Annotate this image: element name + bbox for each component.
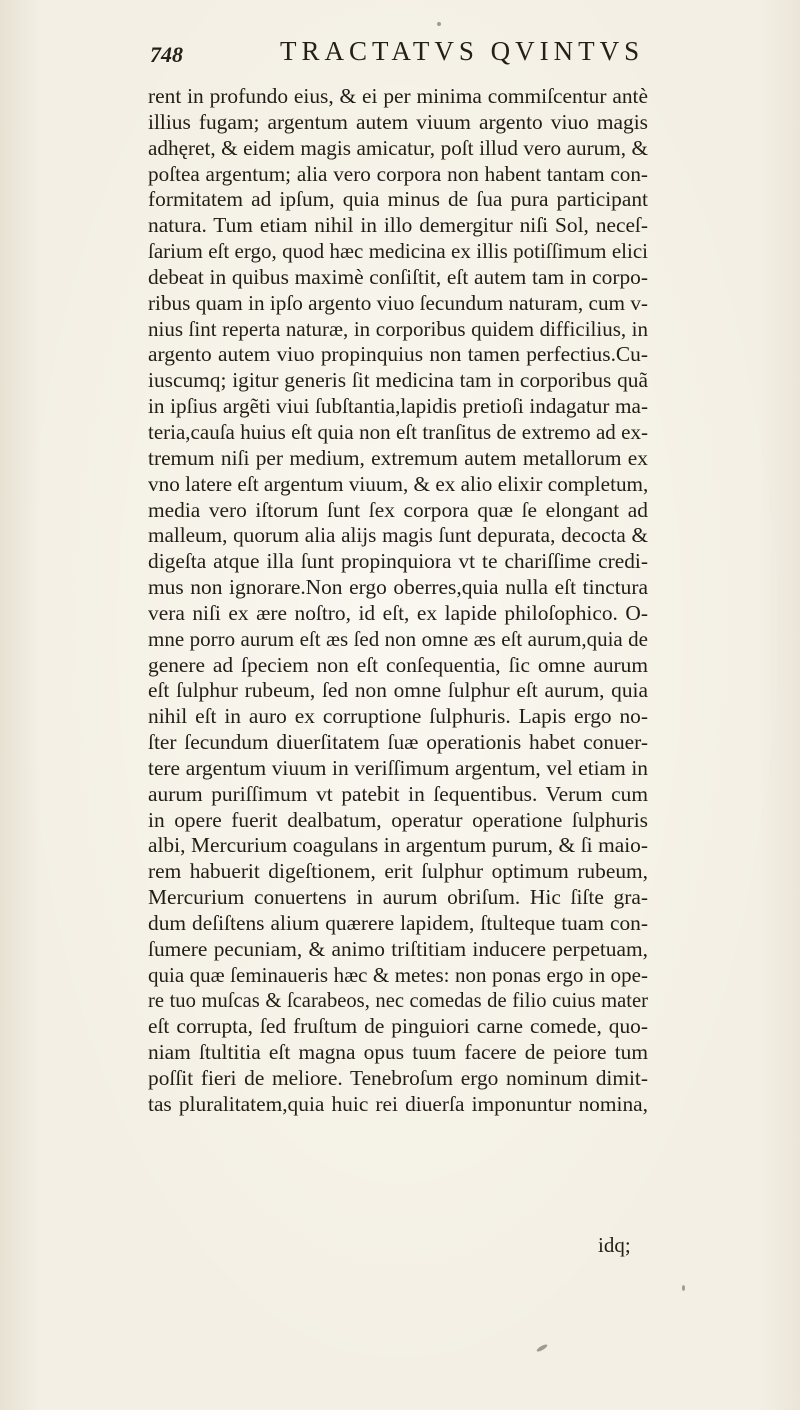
text-line: vera niſi ex ære noſtro, id eſt, ex lapide philoſophico. O- <box>148 600 648 625</box>
text-line: niam ſtultitia eſt magna opus tuum facere de peiore tum <box>148 1040 648 1065</box>
text-line: ribus quam in ipſo argento viuo ſecundum naturam, cum v- <box>148 290 648 315</box>
text-line: formitatem ad ipſum, quia minus de ſua pura participant <box>148 187 648 212</box>
text-line: mus non ignorare.Non ergo oberres,quia nulla eſt tinctura <box>148 575 648 600</box>
text-line: genere ad ſpeciem non eſt conſequentia, ſic omne aurum <box>148 652 648 677</box>
text-line: in opere fuerit dealbatum, operatur operatione ſulphuris <box>148 807 648 832</box>
text-line: aurum puriſſimum vt patebit in ſequentibus. Verum cum <box>148 781 648 806</box>
text-line: vno latere eſt argentum viuum, & ex alio elixir completum, <box>148 471 649 496</box>
text-line: in ipſius argẽti viui ſubſtantia,lapidis pretioſi indagatur ma- <box>148 394 648 419</box>
text-line: poſſit fieri de meliore. Tenebroſum ergo nominum dimit- <box>148 1066 648 1091</box>
text-line: media vero iſtorum ſunt ſex corpora quæ ſe elongant ad <box>148 497 648 522</box>
text-line: Mercurium conuertens in aurum obriſum. Hic ſiſte gra- <box>148 885 648 910</box>
text-line: tere argentum viuum in veriſſimum argentum, vel etiam in <box>148 755 648 780</box>
page-header <box>150 36 690 76</box>
running-title: TRACTATVS QVINTVS <box>280 36 645 66</box>
ink-speck <box>682 1285 685 1291</box>
text-line: rem habuerit digeſtionem, erit ſulphur optimum rubeum, <box>148 859 648 884</box>
page-number: 748 <box>150 42 183 67</box>
catchword: idq; <box>598 1233 631 1257</box>
text-line: albi, Mercurium coagulans in argentum purum, & ſi maio- <box>148 833 648 858</box>
ink-speck <box>536 1343 548 1352</box>
text-line: nihil eſt in auro ex corruptione ſulphuris. Lapis ergo no- <box>148 704 648 729</box>
text-line: eſt ſulphur rubeum, ſed non omne ſulphur eſt aurum, quia <box>148 678 648 703</box>
text-line: iuscumq; igitur generis ſit medicina tam in corporibus quã <box>148 368 648 393</box>
text-line: illius fugam; argentum autem viuum argento viuo magis <box>148 109 648 134</box>
text-line: teria,cauſa huius eſt quia non eſt tranſitus de extremo ad ex- <box>148 419 648 444</box>
text-line: quia quæ ſeminaueris hæc & metes: non ponas ergo in ope- <box>148 962 648 987</box>
text-line: mne porro aurum eſt æs ſed non omne æs eſt aurum,quia de <box>148 626 648 651</box>
text-line: ſarium eſt ergo, quod hæc medicina ex illis potiſſimum elici <box>148 239 648 264</box>
text-line: tremum niſi per medium, extremum autem metallorum ex <box>148 445 648 470</box>
text-line: ſter ſecundum diuerſitatem ſuæ operationis habet conuer- <box>148 730 648 755</box>
text-line: digeſta atque illa ſunt propinquiora vt te chariſſime credi- <box>148 549 648 574</box>
text-line: nius ſint reperta naturæ, in corporibus quidem difficilius, in <box>148 316 648 341</box>
text-line: natura. Tum etiam nihil in illo demergitur niſi Sol, neceſ- <box>148 213 648 238</box>
ink-speck <box>437 22 441 26</box>
text-line: re tuo muſcas & ſcarabeos, nec comedas de filio cuius mater <box>148 989 648 1012</box>
text-line: eſt corrupta, ſed fruſtum de pinguiori carne comede, quo- <box>148 1014 648 1039</box>
text-line: malleum, quorum alia alijs magis ſunt depurata, decocta & <box>148 523 648 548</box>
text-line: poſtea argentum; alia vero corpora non habent tantam con- <box>148 161 648 186</box>
text-line: ſumere pecuniam, & animo triſtitiam inducere perpetuam, <box>148 936 648 961</box>
text-line: argento autem viuo propinquius non tamen perfectius.Cu- <box>148 342 648 367</box>
text-line: debeat in quibus maximè conſiſtit, eſt autem tam in corpo- <box>148 264 648 289</box>
body-text <box>148 84 648 1118</box>
text-line: dum deſiſtens alium quærere lapidem, ſtulteque tuam con- <box>148 911 648 935</box>
text-line: adhęret, & eidem magis amicatur, poſt illud vero aurum, & <box>148 135 648 160</box>
text-line: tas pluralitatem,quia huic rei diuerſa imponuntur nomina, <box>148 1091 648 1116</box>
text-line: rent in profundo eius, & ei per minima commiſcentur antè <box>148 84 648 108</box>
